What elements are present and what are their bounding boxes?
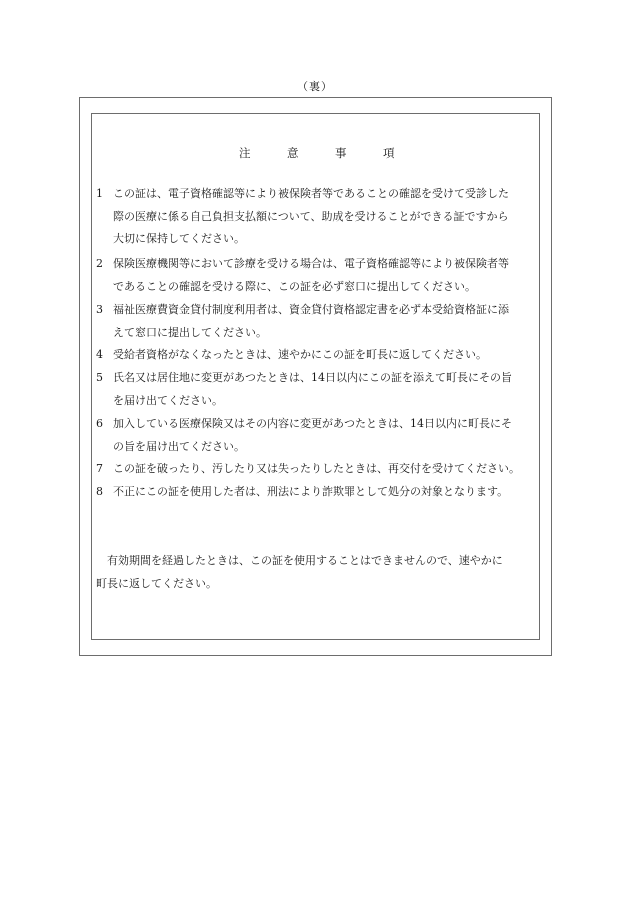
title-char: 意 — [287, 146, 299, 160]
item-number: 8 — [96, 485, 103, 498]
item-number: 2 — [96, 257, 103, 270]
title-char: 事 — [335, 146, 347, 160]
item-line: 受給者資格がなくなったときは、速やかにこの証を町長に返してください。 — [113, 348, 487, 361]
item-line: 加入している医療保険又はその内容に変更があつたときは、14日以内に町長にそ — [113, 417, 512, 430]
side-label: （裏） — [297, 80, 333, 93]
item-number: 4 — [96, 348, 103, 361]
item-number: 5 — [96, 371, 103, 384]
item-line: 福祉医療費資金貸付制度利用者は、資金貸付資格認定書を必ず本受給資格証に添 — [113, 303, 509, 316]
item-number: 6 — [96, 417, 103, 430]
item-number: 3 — [96, 303, 103, 316]
item-line: 保険医療機関等において診療を受ける場合は、電子資格確認等により被保険者等 — [113, 257, 509, 270]
item-line: の旨を届け出てください。 — [113, 439, 245, 453]
note-line: 有効期間を経過したときは、この証を使用することはできませんので、速やかに — [107, 554, 503, 567]
item-line: を届け出てください。 — [113, 393, 223, 407]
title-char: 項 — [383, 146, 395, 160]
item-line: 大切に保持してください。 — [113, 232, 245, 245]
title-char: 注 — [239, 146, 251, 160]
item-line: この証を破ったり、汚したり又は失ったりしたときは、再交付を受けてください。 — [113, 462, 520, 475]
item-line: 氏名又は居住地に変更があつたときは、14日以内にこの証を添えて町長にその旨 — [113, 371, 512, 384]
note-line: 町長に返してください。 — [96, 577, 217, 590]
item-line: であることの確認を受ける際に、この証を必ず窓口に提出してください。 — [113, 279, 476, 293]
item-number: 1 — [96, 187, 103, 200]
item-line: えて窓口に提出してください。 — [113, 325, 267, 339]
validity-note — [96, 549, 536, 595]
item-number: 7 — [96, 462, 103, 475]
item-line: 際の医療に係る自己負担支払額について、助成を受けることができる証ですから — [113, 209, 509, 223]
item-line: 不正にこの証を使用した者は、刑法により詐欺罪として処分の対象となります。 — [113, 485, 509, 498]
item-line: この証は、電子資格確認等により被保険者等であることの確認を受けて受診した — [113, 187, 509, 200]
notice-title — [239, 145, 431, 161]
